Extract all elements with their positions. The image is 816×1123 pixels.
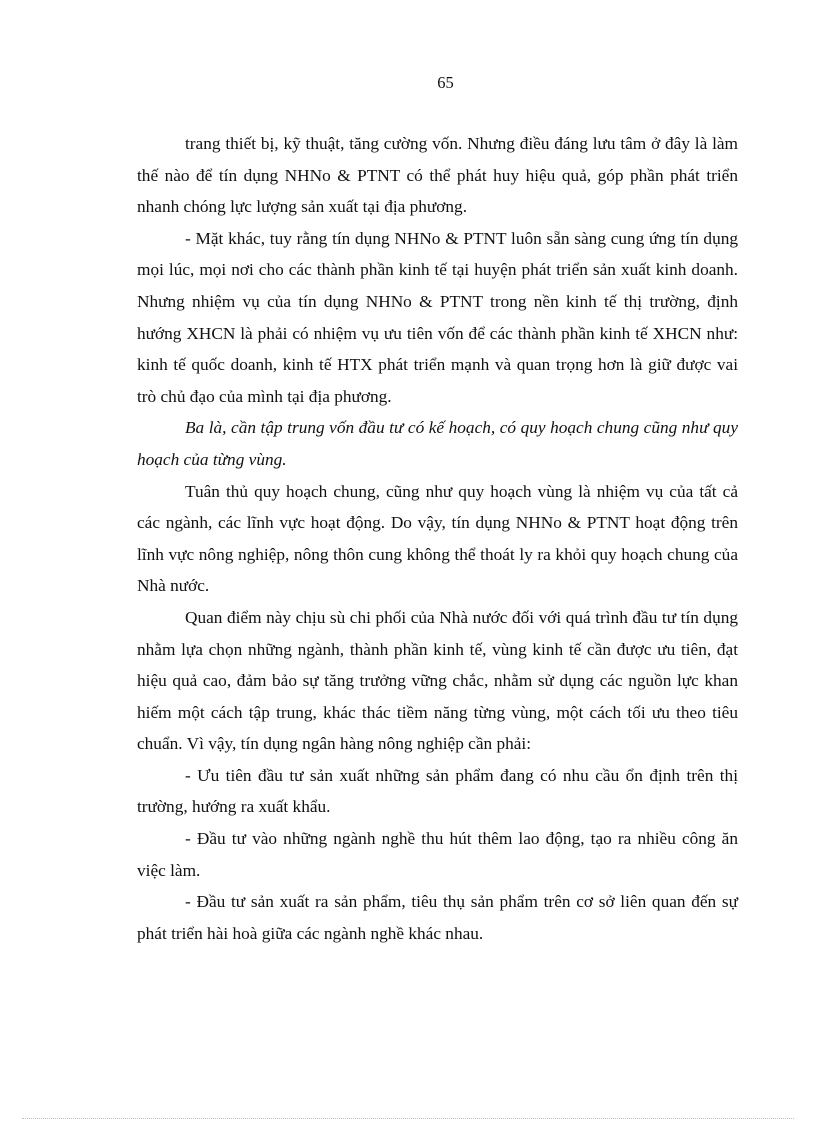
paragraph-ba-la-heading: Ba là, cần tập trung vốn đầu tư có kế hoạch, có quy hoạch chung cũng như quy hoạch của từng vùng.	[137, 418, 738, 469]
page-number: 65	[437, 73, 454, 92]
page-bottom-divider	[22, 1118, 794, 1119]
paragraph-quan-diem: Quan điểm này chịu sù chi phối của Nhà nước đối với quá trình đầu tư tín dụng nhằm lựa chọn những ngành, thành phần kinh tế, vùng kinh tế cần được ưu tiên, đạt hiệu quả cao, đảm bảo sự tăng trưởng vững chắc, nhằm sử dụng các nguồn lực khan hiếm một cách tập trung, khác thác tiềm năng từng vùng, một cách tối ưu theo tiêu chuẩn. Vì vậy, tín dụng ngân hàng nông nghiệp cần phải:	[137, 607, 738, 754]
list-item-dau-tu-nganh-nghe: - Đầu tư vào những ngành nghề thu hút thêm lao động, tạo ra nhiều công ăn việc làm.	[137, 829, 738, 880]
list-item-dau-tu-san-xuat: - Đầu tư sản xuất ra sản phẩm, tiêu thụ sản phẩm trên cơ sở liên quan đến sự phát triển hài hoà giữa các ngành nghề khác nhau.	[137, 892, 738, 943]
paragraph-tuan-thu: Tuân thủ quy hoạch chung, cũng như quy hoạch vùng là nhiệm vụ của tất cả các ngành, các lĩnh vực hoạt động. Do vậy, tín dụng NHNo & PTNT hoạt động trên lĩnh vực nông nghiệp, nông thôn cung không thể thoát ly ra khỏi quy hoạch chung của Nhà nước.	[137, 481, 738, 596]
list-item-uu-tien: - Ưu tiên đầu tư sản xuất những sản phẩm đang có nhu cầu ổn định trên thị trường, hướng ra xuất khẩu.	[137, 765, 738, 817]
document-body	[137, 128, 738, 949]
paragraph-mat-khac: - Mặt khác, tuy rằng tín dụng NHNo & PTNT luôn sẵn sàng cung ứng tín dụng mọi lúc, mọi nơi cho các thành phần kinh tế tại huyện phát triển sản xuất kinh doanh. Nhưng nhiệm vụ của tín dụng NHNo & PTNT trong nền kinh tế thị trường, định hướng XHCN là phải có nhiệm vụ ưu tiên vốn để các thành phần kinh tế XHCN như: kinh tế quốc doanh, kinh tế HTX phát triển mạnh và quan trọng hơn là giữ được vai trò chủ đạo của mình tại địa phương.	[137, 228, 738, 406]
paragraph-continuation: trang thiết bị, kỹ thuật, tăng cường vốn. Nhưng điều đáng lưu tâm ở đây là làm thế nào để tín dụng NHNo & PTNT có thể phát huy hiệu quả, góp phần phát triển nhanh chóng lực lượng sản xuất tại địa phương.	[137, 134, 738, 217]
